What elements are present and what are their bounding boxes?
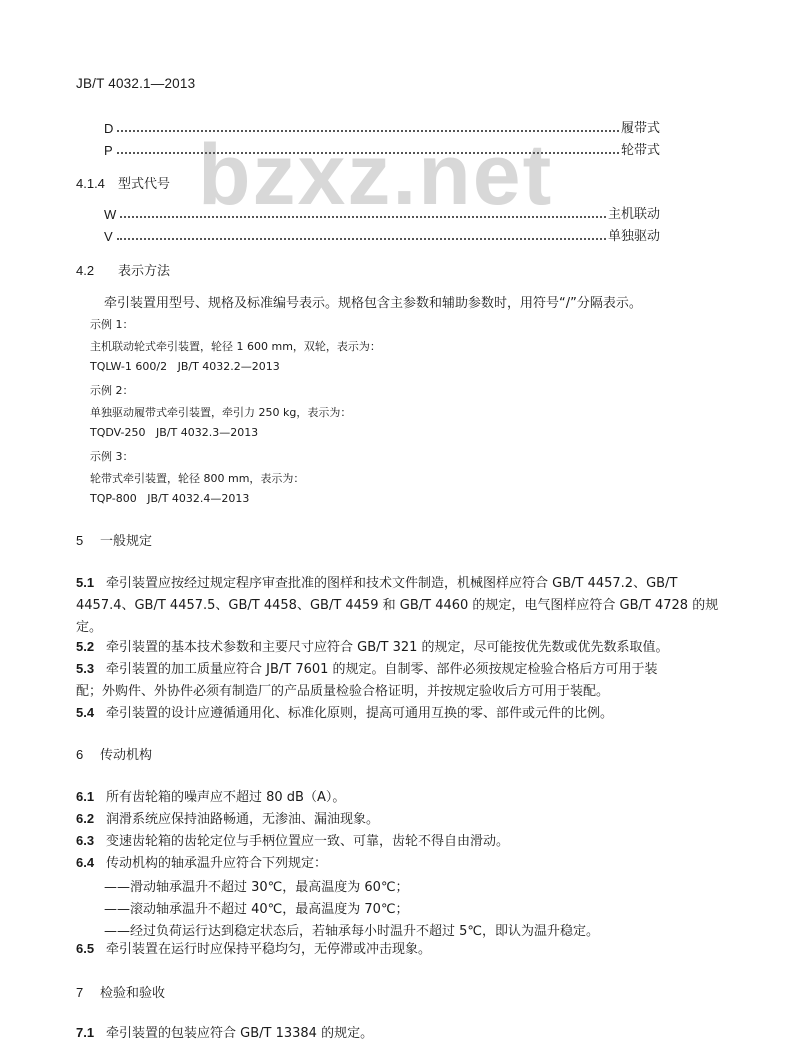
clause-number: 7.1 xyxy=(76,1025,95,1040)
clause-text: 牵引装置的基本技术参数和主要尺寸应符合 GB/T 321 的规定，尽可能按优先数或优先数系取值。 xyxy=(106,640,669,655)
example-label: 示例 3： xyxy=(90,450,134,463)
section-number: 4.2 xyxy=(76,263,95,278)
clause-5-2 xyxy=(76,636,724,659)
document-header: JB/T 4032.1—2013 xyxy=(76,76,196,91)
clause-6-2 xyxy=(76,808,724,831)
clause-number: 6.4 xyxy=(76,855,95,870)
clause-text: 变速齿轮箱的齿轮定位与手柄位置应一致、可靠，齿轮不得自由滑动。 xyxy=(106,834,510,849)
code-value: 履带式 xyxy=(620,121,660,136)
watermark: bzxz.net xyxy=(198,127,554,223)
clause-text: 配；外购件、外协件必须有制造厂的产品质量检验合格证明，并按规定验收后方可用于装配。 xyxy=(76,684,610,699)
section-number: 6 xyxy=(76,747,84,762)
example-desc: 单独驱动履带式牵引装置，牵引力 250 kg，表示为： xyxy=(90,406,352,419)
code-value: 主机联动 xyxy=(607,207,660,222)
clause-text: 牵引装置的包装应符合 GB/T 13384 的规定。 xyxy=(106,1026,374,1041)
code-value: 轮带式 xyxy=(620,143,660,158)
clause-6-1 xyxy=(76,786,724,809)
section-title: 型式代号 xyxy=(118,177,171,192)
code-key: P xyxy=(104,143,113,158)
clause-6-5 xyxy=(76,938,724,961)
section-number: 4.1.4 xyxy=(76,176,105,191)
code-line-d xyxy=(104,118,660,136)
section-number: 5 xyxy=(76,533,84,548)
example-label: 示例 1： xyxy=(90,318,134,331)
clause-7-1 xyxy=(76,1022,724,1045)
example-code: TQDV-250 JB/T 4032.3—2013 xyxy=(90,426,259,439)
clause-number: 6.2 xyxy=(76,811,95,826)
code-key: D xyxy=(104,121,114,136)
clause-text: 4457.4、GB/T 4457.5、GB/T 4458、GB/T 4459 和 GB/T 4460 的规定，电气图样应符合 GB/T 4728 的规 xyxy=(76,598,719,613)
code-line-p xyxy=(104,140,660,158)
clause-number: 5.2 xyxy=(76,639,95,654)
clause-text: 润滑系统应保持油路畅通，无渗油、漏油现象。 xyxy=(106,812,380,827)
example-code: TQLW-1 600/2 JB/T 4032.2—2013 xyxy=(90,360,280,373)
example-code: TQP-800 JB/T 4032.4—2013 xyxy=(90,492,250,505)
example-desc: 主机联动轮式牵引装置，轮径 1 600 mm，双轮，表示为： xyxy=(90,340,381,353)
clause-text: 牵引装置的加工质量应符合 JB/T 7601 的规定。自制零、部件必须按规定检验合格后方可用于装 xyxy=(106,662,658,677)
clause-number: 6.5 xyxy=(76,941,95,956)
leader-dots xyxy=(117,129,619,132)
clause-text: 所有齿轮箱的噪声应不超过 80 dB（A）。 xyxy=(106,790,346,805)
clause-text: 牵引装置应按经过规定程序审查批准的图样和技术文件制造，机械图样应符合 GB/T 4457.2、GB/T xyxy=(106,576,678,591)
clause-6-4 xyxy=(76,852,724,875)
list-item: ——滑动轴承温升不超过 30℃，最高温度为 60℃； xyxy=(104,880,409,895)
leader-dots xyxy=(117,151,619,154)
code-line-v xyxy=(104,226,660,244)
clause-number: 5.1 xyxy=(76,575,95,590)
section-title: 检验和验收 xyxy=(100,986,166,1001)
clause-text: 传动机构的轴承温升应符合下列规定： xyxy=(106,856,328,871)
section-title: 传动机构 xyxy=(100,748,153,763)
section-number: 7 xyxy=(76,985,84,1000)
clause-number: 5.4 xyxy=(76,705,95,720)
section-heading-6 xyxy=(76,744,152,763)
section-heading-4-2 xyxy=(76,260,170,279)
clause-text: 牵引装置在运行时应保持平稳均匀，无停滞或冲击现象。 xyxy=(106,942,432,957)
clause-text: 牵引装置的设计应遵循通用化、标准化原则，提高可通用互换的零、部件或元件的比例。 xyxy=(106,706,614,721)
list-item: ——滚动轴承温升不超过 40℃，最高温度为 70℃； xyxy=(104,902,409,917)
leader-dots xyxy=(117,237,606,240)
section-title: 一般规定 xyxy=(100,534,153,549)
code-value: 单独驱动 xyxy=(607,229,660,244)
leader-dots xyxy=(120,215,606,218)
clause-text: 定。 xyxy=(76,620,103,635)
section-heading-4-1-4 xyxy=(76,173,170,192)
example-desc: 轮带式牵引装置，轮径 800 mm，表示为： xyxy=(90,472,305,485)
list-item: ——经过负荷运行达到稳定状态后，若轴承每小时温升不超过 5℃，即认为温升稳定。 xyxy=(104,924,600,939)
section-heading-5 xyxy=(76,530,152,549)
clause-number: 6.3 xyxy=(76,833,95,848)
code-key: V xyxy=(104,229,113,244)
code-key: W xyxy=(104,207,117,222)
example-label: 示例 2： xyxy=(90,384,134,397)
clause-6-3 xyxy=(76,830,724,853)
clause-5-1 xyxy=(76,572,724,639)
section-heading-7 xyxy=(76,982,165,1001)
clause-5-3 xyxy=(76,658,724,703)
code-line-w xyxy=(104,204,660,222)
clause-number: 5.3 xyxy=(76,661,95,676)
section-intro: 牵引装置用型号、规格及标准编号表示。规格包含主参数和辅助参数时，用符号“/”分隔表示。 xyxy=(104,296,642,311)
clause-number: 6.1 xyxy=(76,789,95,804)
section-title: 表示方法 xyxy=(118,264,171,279)
clause-5-4 xyxy=(76,702,724,725)
